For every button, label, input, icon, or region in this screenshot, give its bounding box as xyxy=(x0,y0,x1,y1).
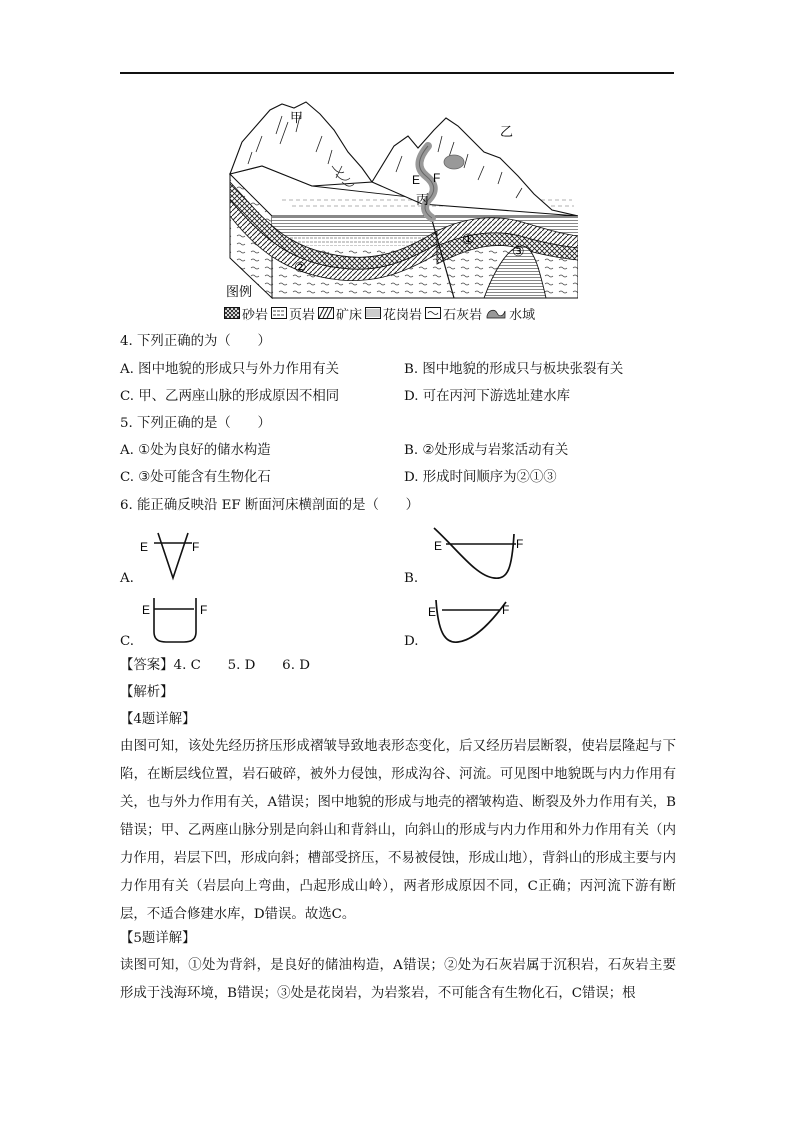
q6-option-d: D. xyxy=(404,634,419,649)
q5-option-d: D. 形成时间顺序为②①③ xyxy=(404,470,557,485)
q6-a-e-label: E xyxy=(140,540,149,554)
legend-label-limestone: 石灰岩 xyxy=(443,307,483,323)
geology-block-diagram xyxy=(222,96,578,326)
q6-option-b: B. xyxy=(404,571,419,586)
legend-title: 图例 xyxy=(226,285,253,300)
legend xyxy=(224,304,538,322)
q6-stem: 6. 能正确反映沿 EF 断面河床横剖面的是（ ） xyxy=(120,498,420,513)
label-e: E xyxy=(412,173,421,187)
header-rule xyxy=(120,72,674,74)
q4-option-a: A. 图中地貌的形成只与外力作用有关 xyxy=(120,362,340,377)
q6-option-c-profile xyxy=(140,596,210,646)
q4-option-b: B. 图中地貌的形成只与板块张裂有关 xyxy=(404,362,624,377)
q6-b-f-label: F xyxy=(516,537,524,551)
legend-item-limestone xyxy=(425,304,482,323)
legend-label-water: 水域 xyxy=(509,307,536,323)
section-5-title: 【5题详解】 xyxy=(120,931,196,946)
granite-pattern-icon xyxy=(365,307,381,319)
q6-option-a: A. xyxy=(120,571,134,586)
q6-option-a-profile xyxy=(136,530,206,584)
sandstone-pattern-icon xyxy=(224,307,240,319)
q6-a-f-label: F xyxy=(192,540,200,554)
q6-c-e-label: E xyxy=(142,603,151,617)
label-f: F xyxy=(433,171,441,185)
q5-option-a: A. ①处为良好的储水构造 xyxy=(120,443,271,458)
q6-b-e-label: E xyxy=(434,539,443,553)
legend-label-granite: 花岗岩 xyxy=(383,307,423,323)
answer-line: 【答案】4. C 5. D 6. D xyxy=(120,658,310,673)
legend-label-shale: 页岩 xyxy=(289,307,316,323)
q6-d-e-label: E xyxy=(428,605,437,619)
section-5-text: 读图可知，①处为背斜，是良好的储油构造，A错误；②处为石灰岩属于沉积岩，石灰岩主要形成于浅海环境，B错误；③处是花岗岩，为岩浆岩，不可能含有生物化石，C错误；根 xyxy=(120,958,676,1001)
limestone-pattern-icon xyxy=(425,307,441,319)
label-bing: 丙 xyxy=(416,193,430,208)
legend-item-granite xyxy=(365,304,422,323)
q4-option-c: C. 甲、乙两座山脉的形成原因不相同 xyxy=(120,389,340,404)
legend-item-sandstone xyxy=(224,304,268,323)
label-circle-3: ③ xyxy=(512,244,525,260)
label-circle-2: ② xyxy=(294,260,307,276)
section-4-title: 【4题详解】 xyxy=(120,712,196,727)
q6-option-b-profile xyxy=(428,524,538,584)
q5-option-b: B. ②处形成与岩浆活动有关 xyxy=(404,443,569,458)
q5-stem: 5. 下列正确的是（ ） xyxy=(120,416,271,431)
q6-d-f-label: F xyxy=(502,603,510,617)
label-yi: 乙 xyxy=(500,125,514,140)
q5-option-c: C. ③处可能含有生物化石 xyxy=(120,470,271,485)
q6-c-f-label: F xyxy=(200,603,208,617)
shale-pattern-icon xyxy=(271,307,287,319)
q6-option-c: C. xyxy=(120,634,135,649)
q4-stem: 4. 下列正确的为（ ） xyxy=(120,334,271,349)
ore-bed-pattern-icon xyxy=(318,307,334,319)
q4-option-d: D. 可在丙河下游选址建水库 xyxy=(404,389,571,404)
legend-label-ore-bed: 矿床 xyxy=(336,307,363,323)
section-4-text: 由图可知，该处先经历挤压形成褶皱导致地表形态变化，后又经历岩层断裂，使岩层隆起与下陷，在断层线位置，岩石破碎，被外力侵蚀，形成沟谷、河流。可见图中地貌既与内力作用有关，也与外力作用有关，A错误；图中地貌的形成与地壳的褶皱构造、断裂及外力作用有关，B错误；甲、乙两座山脉分别是向斜山和背斜山，向斜山的形成与内力作用和外力作用有关（内力作用，岩层下凹，形成向斜；槽部受挤压，不易被侵蚀，形成山地），背斜山的形成主要与内力作用有关（岩层向上弯曲，凸起形成山岭），两者形成原因不同，C正确；丙河流下游有断层，不适合修建水库，D错误。故选C。 xyxy=(120,739,676,922)
legend-item-water xyxy=(485,304,535,323)
q6-option-d-profile xyxy=(428,594,528,650)
label-jia: 甲 xyxy=(290,111,304,126)
legend-item-ore-bed xyxy=(318,304,362,323)
analysis-title: 【解析】 xyxy=(120,685,174,700)
label-circle-1: ① xyxy=(462,232,475,248)
legend-label-sandstone: 砂岩 xyxy=(242,307,269,323)
legend-item-shale xyxy=(271,304,315,323)
water-area-icon xyxy=(485,306,507,320)
